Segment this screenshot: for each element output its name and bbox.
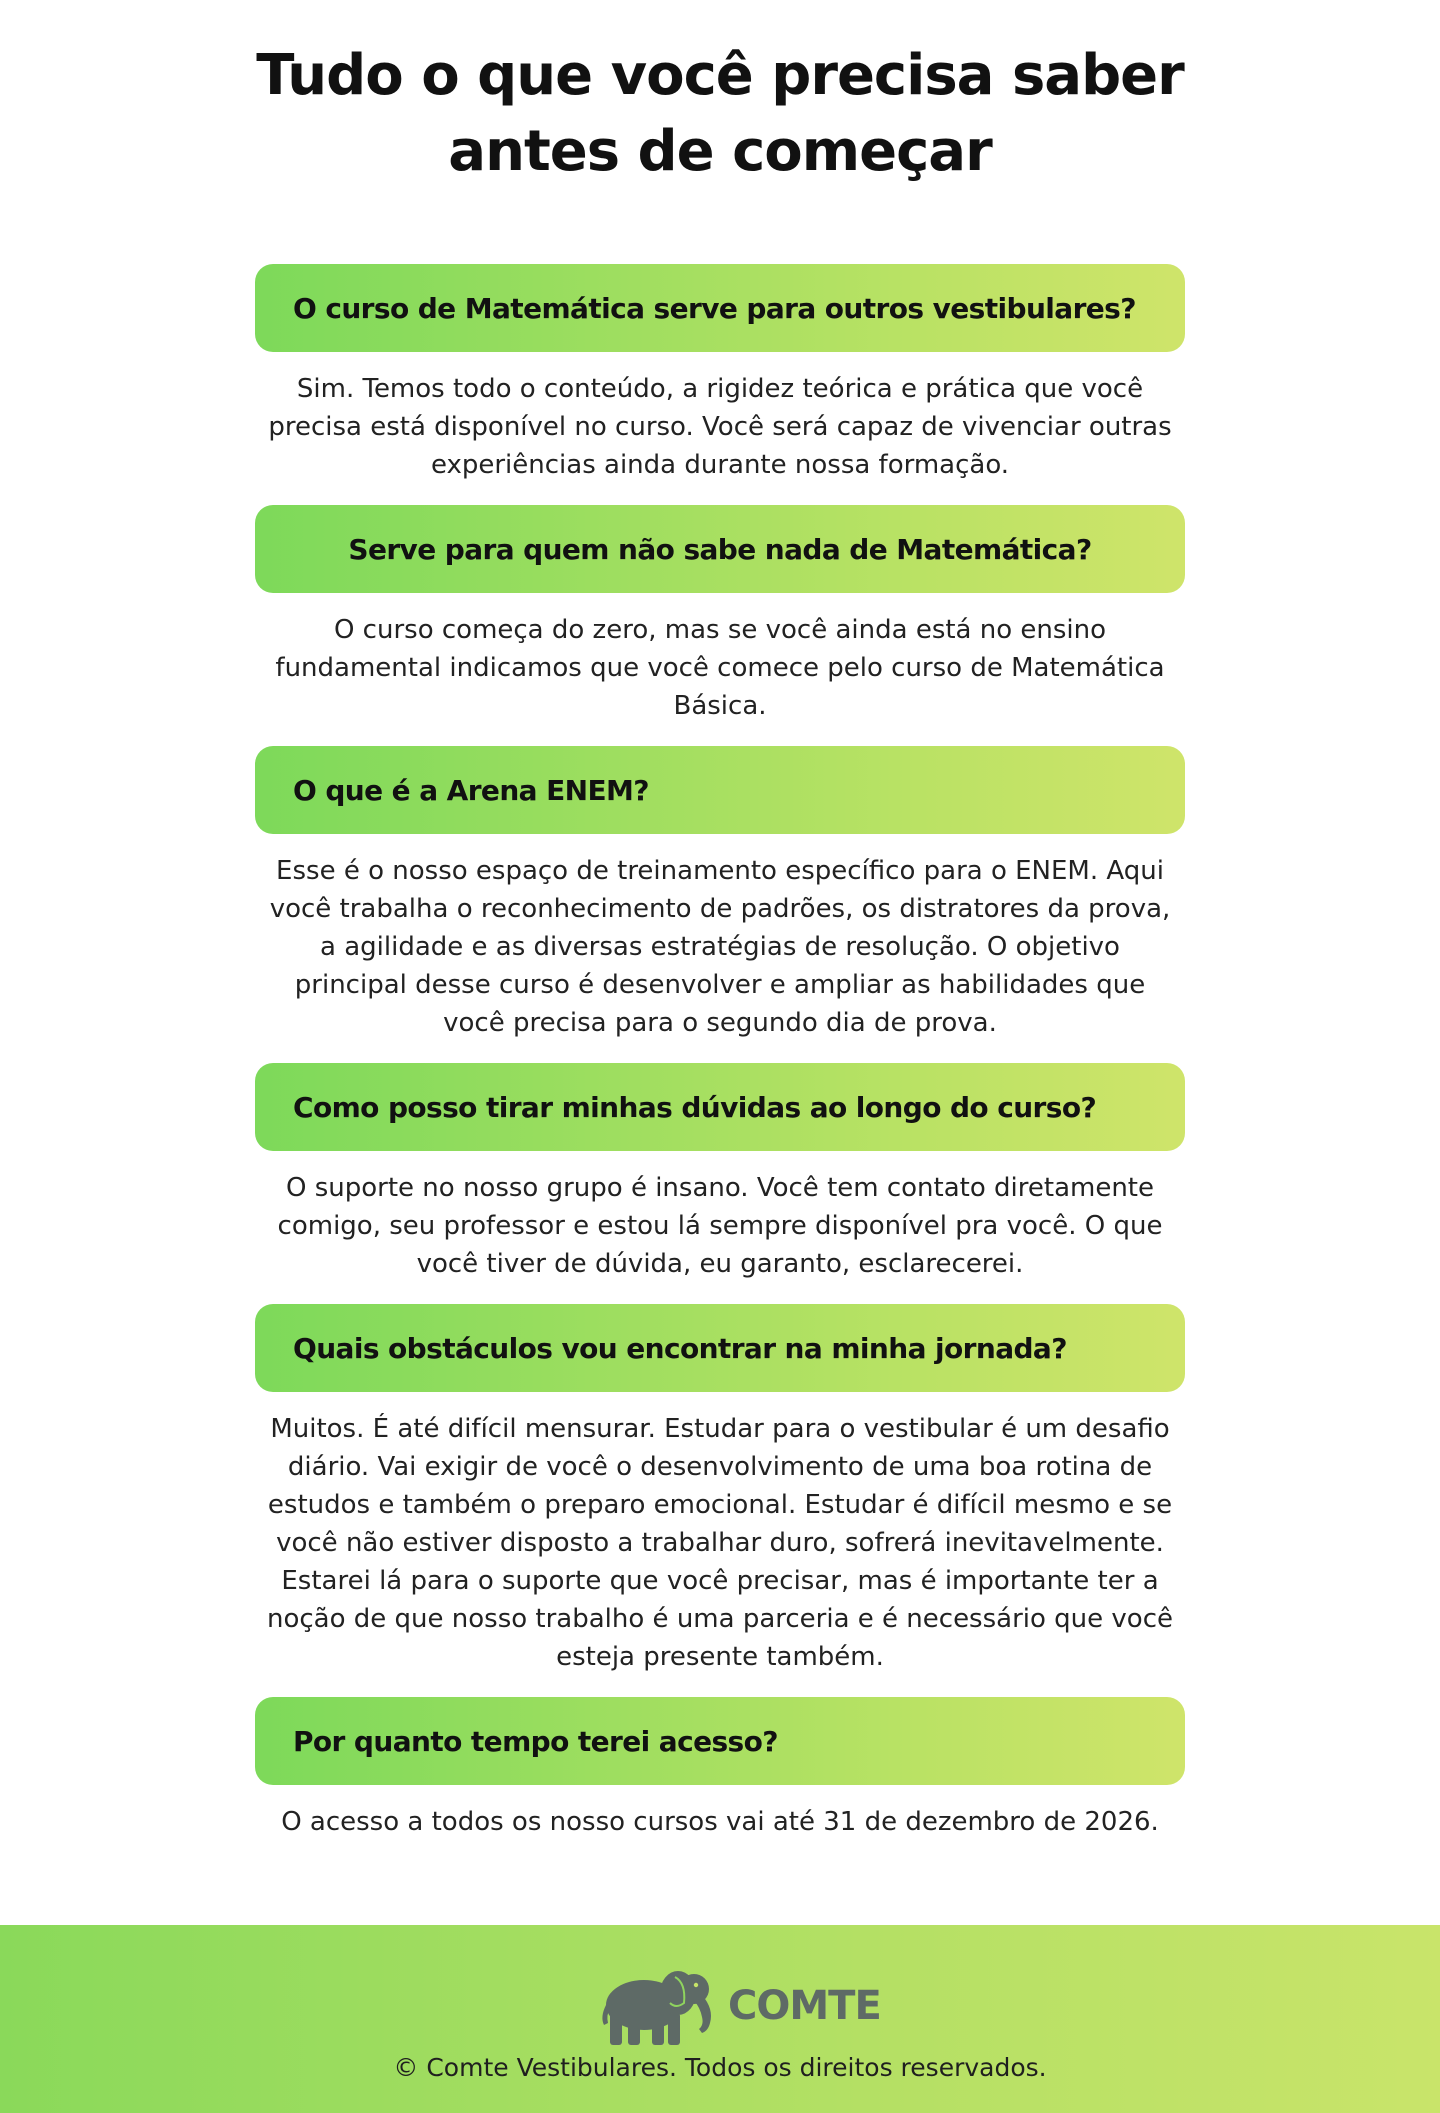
faq-item	[255, 1063, 1185, 1283]
faq-question: O curso de Matemática serve para outros vestibulares?	[255, 264, 1185, 352]
elephant-icon	[600, 1965, 724, 2047]
comte-logo	[600, 1965, 881, 2047]
faq-question: O que é a Arena ENEM?	[255, 746, 1185, 834]
faq-item	[255, 264, 1185, 484]
faq-answer: Esse é o nosso espaço de treinamento específico para o ENEM. Aqui você trabalha o reconhecimento de padrões, os distratores da prova, a agilidade e as diversas estratégias de resolução. O objetivo principal desse curso é desenvolver e ampliar as habilidades que você precisa para o segundo dia de prova.	[269, 856, 1171, 1038]
faq-answer: O acesso a todos os nosso cursos vai até 31 de dezembro de 2026.	[281, 1807, 1159, 1837]
faq-question: Serve para quem não sabe nada de Matemática?	[255, 505, 1185, 593]
faq-question: Por quanto tempo terei acesso?	[255, 1697, 1185, 1785]
copyright-text: © Comte Vestibulares. Todos os direitos reservados.	[393, 2053, 1047, 2082]
faq-question: Como posso tirar minhas dúvidas ao longo do curso?	[255, 1063, 1185, 1151]
faq-item	[255, 746, 1185, 1042]
page-title-line-2: antes de começar	[448, 119, 992, 184]
faq-question: Quais obstáculos vou encontrar na minha jornada?	[255, 1304, 1185, 1392]
faq-answer: Sim. Temos todo o conteúdo, a rigidez teórica e prática que você precisa está disponível no curso. Você será capaz de vivenciar outras experiências ainda durante nossa formação.	[268, 374, 1172, 480]
faq-answer: O suporte no nosso grupo é insano. Você tem contato diretamente comigo, seu professor e estou lá sempre disponível pra você. O que você tiver de dúvida, eu garanto, esclarecerei.	[277, 1173, 1163, 1279]
footer	[0, 1925, 1440, 2113]
page-title-line-1: Tudo o que você precisa saber	[256, 43, 1184, 108]
faq-item	[255, 1697, 1185, 1841]
logo-wordmark: COMTE	[728, 1983, 881, 2029]
faq-answer: Muitos. É até difícil mensurar. Estudar para o vestibular é um desafio diário. Vai exigir de você o desenvolvimento de uma boa rotina de estudos e também o preparo emocional. Estudar é difícil mesmo e se você não estiver disposto a trabalhar duro, sofrerá inevitavelmente. Estarei lá para o suporte que você precisar, mas é importante ter a noção de que nosso trabalho é uma parceria e é necessário que você esteja presente também.	[266, 1414, 1173, 1672]
faq-answer: O curso começa do zero, mas se você ainda está no ensino fundamental indicamos que você comece pelo curso de Matemática Básica.	[275, 615, 1165, 721]
page-title	[0, 38, 1440, 190]
faq-item	[255, 1304, 1185, 1676]
faq-item	[255, 505, 1185, 725]
